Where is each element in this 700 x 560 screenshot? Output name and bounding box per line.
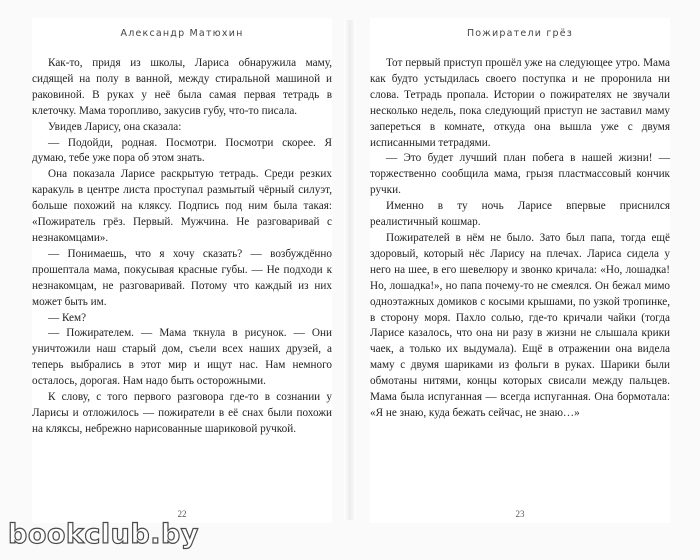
left-page [32,18,332,523]
paragraph: — Понимаешь, что я хочу сказать? — возбуждённо прошептала мама, покусывая красные губы. — Не подходи к незнакомцам, не разговаривай. Потому что каждый из них может быть им. [32,247,332,308]
paragraph: Тот первый приступ прошёл уже на следующее утро. Мама как будто устыдилась своего поступка и не проронила ни слова. Тетрадь пропала. Истории о пожирателях не звучали несколько недель, пока следующий приступ не заставил маму запереться в комнате, откуда она вышла уже с двумя исписанными тетрадями. [370,57,670,149]
paragraph: — Подойди, родная. Посмотри. Посмотри скорее. Я думаю, тебе уже пора об этом знать. [32,136,332,165]
book-gutter [344,20,356,520]
right-page-text [370,56,670,422]
paragraph: К слову, с того первого разговора где-то в сознании у Ларисы и отложилось — пожиратели в её снах были похожи на кляксы, небрежно нарисованные шариковой ручкой. [32,391,332,435]
paragraph: Пожирателей в нём не было. Зато был папа, тогда ещё здоровый, который нёс Ларису на плечах. Лариса сидела у него на шее, в его шевелюру и звонко кричала: «Но, лошадка! Но, лошадка!», но папа почему-то не смеялся. Он бежал мимо одноэтажных домиков с косыми крышами, по узкой тропинке, в сторону моря. Пахло солью, где-то кричали чайки (тогда Ларисе казалось, что она ни разу в жизни не слышала крики чаек, а только их выдумала). Ещё в отражении она видела маму с двумя шариками из фольги в руках. Шарики были обмотаны нитями, концы которых свисали между пальцев. Мама была испуганная — всегда испуганная. Она бормотала: «Я не знаю, куда бежать сейчас, не знаю…» [370,231,670,419]
left-running-head: Александр Матюхин [120,28,244,39]
paragraph: Увидев Ларису, она сказала: [48,120,182,133]
left-page-number: 22 [177,509,187,519]
right-page-number: 23 [515,509,525,519]
bookclub-watermark: bookclub.by [8,519,199,550]
paragraph: — Кем? [48,311,87,324]
left-page-text [32,56,332,438]
paragraph: Именно в ту ночь Ларисе впервые приснился реалистичный кошмар. [370,200,670,229]
paragraph: — Это будет лучший план побега в нашей жизни! — торжественно сообщила мама, грызя пластмассовый кончик ручки. [370,152,670,197]
right-running-head: Пожиратели грёз [466,28,574,39]
paragraph: Она показала Ларисе раскрытую тетрадь. Среди резких каракуль в центре листа проступал размытый чёрный силуэт, больше похожий на кляксу. Подпись под ним была такая: «Пожиратель грёз. Первый. Мужчина. Не разговаривай с незнакомцами». [32,168,332,244]
paragraph: — Пожирателем. — Мама ткнула в рисунок. — Они уничтожили наш старый дом, съели всех наших друзей, а теперь выбрались в этот мир и ищут нас. Нам немного осталось, дорогая. Нам надо быть осторожными. [32,327,332,388]
right-page [370,18,670,523]
paragraph: Как-то, придя из школы, Лариса обнаружила маму, сидящей на полу в ванной, между стиральной машиной и раковиной. В руках у неё была самая первая тетрадь в клеточку. Мама торопливо, закусив губу, что-то писала. [32,57,332,117]
